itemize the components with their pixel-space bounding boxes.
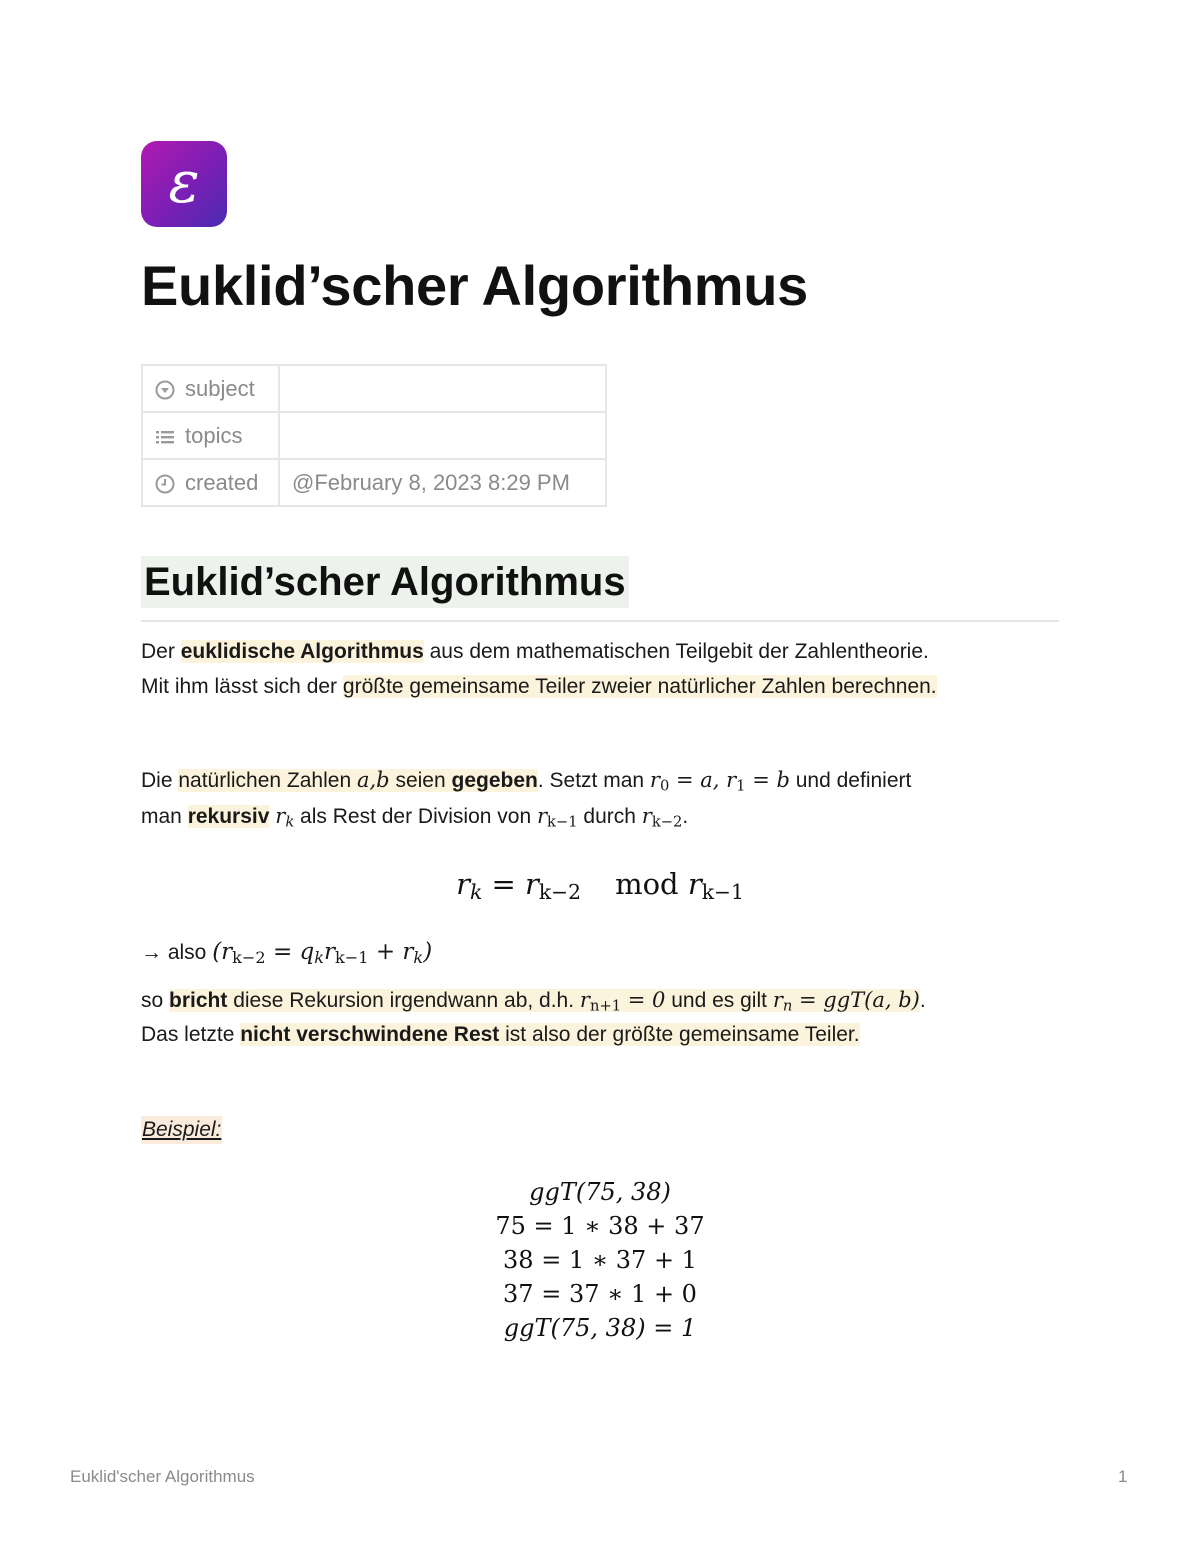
- display-equation: $r_k = r_{k-2}$ mod $r_{k-1}$: [456, 867, 744, 905]
- example-label: Beispiel:: [141, 1116, 222, 1144]
- property-row-created[interactable]: [142, 459, 606, 506]
- example-line: ggT(75, 38): [529, 1178, 671, 1206]
- paragraph-intro: Der euklidische Algorithmus aus dem mathematischen Teilgebit der Zahlentheorie.: [141, 640, 929, 663]
- footer-title: Euklid'scher Algorithmus: [70, 1467, 255, 1486]
- paragraph-also: → also $(r_{k-2} = q_kr_{k-1} + r_k)$: [141, 939, 433, 968]
- property-value[interactable]: @February 8, 2023 8:29 PM: [279, 459, 606, 506]
- paragraph-termination: so bricht diese Rekursion irgendwann ab, d.h. $r_{n+1} = 0$ und es gilt $r_n = ggT(a$, b).: [141, 988, 926, 1015]
- divider: [141, 620, 1059, 622]
- properties-table: [141, 364, 607, 507]
- property-key: subject: [142, 365, 279, 412]
- example-line: ggT(75, 38) = 1: [503, 1314, 697, 1342]
- page-icon: [141, 141, 227, 227]
- math-inline: $r_{n+1} = 0$: [579, 988, 666, 1015]
- example-equations: [0, 1175, 1200, 1345]
- property-key: topics: [142, 412, 279, 459]
- math-inline: $r_{k-2}$: [641, 804, 683, 831]
- page-number: 1: [1118, 1467, 1128, 1486]
- example-line: 38 = 1 ∗ 37 + 1: [503, 1246, 697, 1274]
- math-inline: $(r_{k-2} = q_kr_{k-1} + r_k)$: [212, 939, 433, 968]
- example-line: 75 = 1 ∗ 38 + 37: [495, 1212, 705, 1240]
- page-title: Euklid’scher Algorithmus: [141, 254, 808, 317]
- math-inline: $r_{k-1}$: [536, 804, 578, 831]
- example-line: 37 = 37 ∗ 1 + 0: [503, 1280, 697, 1308]
- property-key: created: [142, 459, 279, 506]
- paragraph-intro-2: Mit ihm lässt sich der größte gemeinsame Teiler zweier natürlicher Zahlen berechnen.: [141, 675, 937, 698]
- list-icon: [155, 427, 175, 447]
- math-inline: $r_n = ggT(a$, b): [772, 988, 920, 1015]
- epsilon-icon: ε: [168, 148, 200, 216]
- paragraph-definition: Die natürlichen Zahlen a,b seien gegeben. Setzt man $r_0 = a$, $r_1 = b$ und definiert: [141, 768, 912, 795]
- math-inline: $r_0 = a$, $r_1 = b$: [649, 768, 790, 795]
- arrow-icon: →: [141, 941, 162, 964]
- math-inline: $r_k$: [275, 804, 295, 831]
- property-value[interactable]: [279, 365, 606, 412]
- math-inline: a,b: [356, 768, 390, 792]
- highlight: größte gemeinsame Teiler zweier natürlicher Zahlen berechnen.: [342, 675, 937, 698]
- section-heading: Euklid’scher Algorithmus: [141, 556, 629, 608]
- property-row-topics[interactable]: [142, 412, 606, 459]
- property-row-subject[interactable]: [142, 365, 606, 412]
- paragraph-conclusion: Das letzte nicht verschwindene Rest ist also der größte gemeinsame Teiler.: [141, 1023, 860, 1046]
- select-icon: [155, 380, 175, 400]
- bold-highlight: euklidische Algorithmus: [180, 640, 424, 663]
- bold-highlight: rekursiv: [187, 805, 270, 828]
- property-value[interactable]: [279, 412, 606, 459]
- paragraph-definition-2: man rekursiv $r_k$ als Rest der Division von $r_{k-1}$ durch $r_{k-2}$.: [141, 804, 689, 831]
- clock-icon: [155, 474, 175, 494]
